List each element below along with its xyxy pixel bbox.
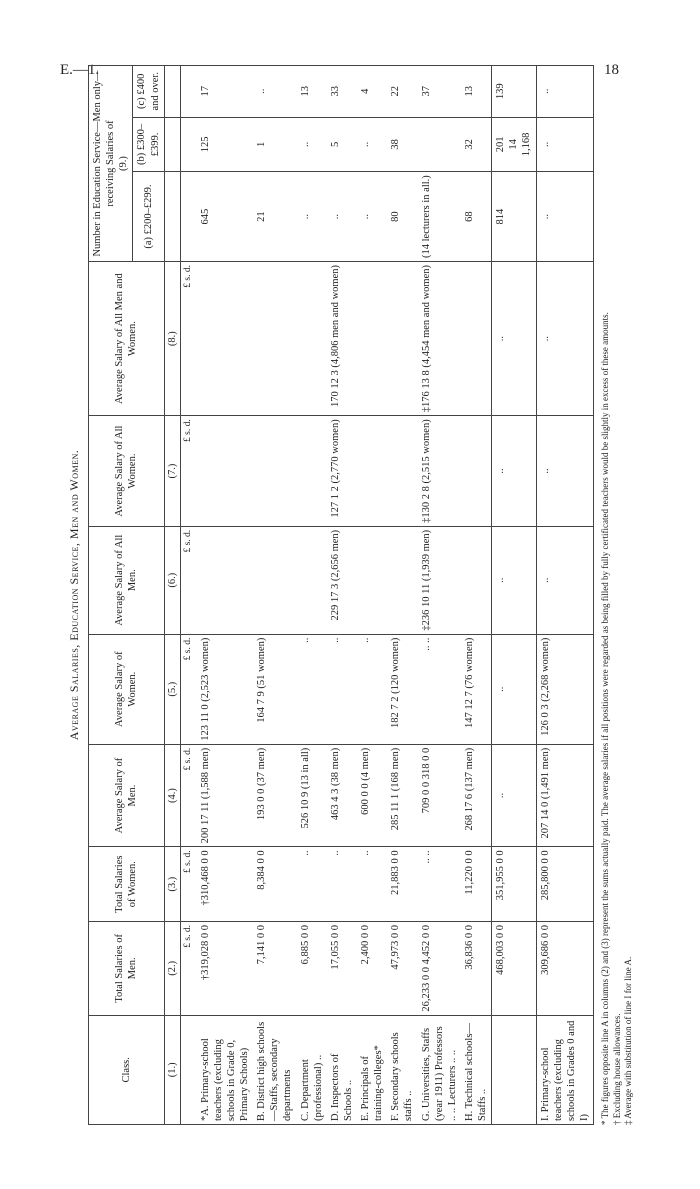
unit-label: £ s. d. bbox=[180, 262, 196, 416]
rotated-table-page bbox=[60, 65, 640, 1125]
row-class: C. Department (professional) .. bbox=[297, 1015, 327, 1124]
cell-avg-men: 709 0 0 318 0 0 bbox=[418, 744, 461, 847]
cell-avg-all bbox=[253, 262, 296, 416]
colno-7: (7.) bbox=[164, 416, 180, 527]
cell-avg-all-women bbox=[461, 416, 492, 527]
cell-num-a: .. bbox=[536, 172, 594, 262]
colno-1: (1.) bbox=[164, 1015, 180, 1124]
cell-avg-men: 600 0 0 (4 men) bbox=[357, 744, 387, 847]
cell-avg-men: 285 11 1 (168 men) bbox=[387, 744, 417, 847]
cell-num-b: 32 bbox=[461, 117, 492, 172]
subtotal-grand-total: 1,168 bbox=[521, 132, 533, 157]
table-row-i bbox=[536, 66, 594, 1125]
cell-avg-all: .. bbox=[536, 262, 594, 416]
unit-label: £ s. d. bbox=[180, 847, 196, 922]
page-header-left: E.—1. bbox=[60, 62, 100, 78]
cell-avg-men: 526 10 9 (13 in all) bbox=[297, 744, 327, 847]
cell-num-b: 125 bbox=[197, 117, 254, 172]
header-total-women: Total Salaries of Women. bbox=[89, 847, 165, 922]
cell-avg-all-women: .. bbox=[536, 416, 594, 527]
cell-avg-women: 126 0 3 (2,268 women) bbox=[536, 634, 594, 744]
subtotal-avg-all: .. bbox=[492, 262, 536, 416]
header-class: Class. bbox=[89, 1015, 165, 1124]
cell-total-men: 36,836 0 0 bbox=[461, 922, 492, 1016]
cell-avg-women: .. .. bbox=[418, 634, 461, 744]
colno-6: (6.) bbox=[164, 526, 180, 634]
cell-avg-all bbox=[197, 262, 254, 416]
table-row bbox=[197, 66, 254, 1125]
cell-avg-all-men bbox=[461, 526, 492, 634]
cell-avg-all: ‡176 13 8 (4,454 men and women) bbox=[418, 262, 461, 416]
cell-avg-all bbox=[357, 262, 387, 416]
cell-total-men: 47,973 0 0 bbox=[387, 922, 417, 1016]
row-class: I. Primary-school teachers (excluding schools in Grades 0 and I) bbox=[536, 1015, 594, 1124]
cell-avg-all-men: 229 17 3 (2,656 men) bbox=[327, 526, 357, 634]
colno-2: (2.) bbox=[164, 922, 180, 1016]
cell-num-a: .. bbox=[297, 172, 327, 262]
header-avg-women: Average Salary of Women. bbox=[89, 634, 165, 744]
cell-num-a: 80 bbox=[387, 172, 417, 262]
header-avg-men: Average Salary of Men. bbox=[89, 744, 165, 847]
table-title: Average Salaries, Education Service, Men and Women. bbox=[67, 449, 81, 741]
table-row bbox=[418, 66, 461, 1125]
footnotes bbox=[600, 65, 635, 1125]
colno-8: (8.) bbox=[164, 262, 180, 416]
cell-avg-all-men bbox=[357, 526, 387, 634]
cell-avg-all-women bbox=[197, 416, 254, 527]
cell-total-men: 2,400 0 0 bbox=[357, 922, 387, 1016]
subtotal-avg-women: .. bbox=[492, 634, 536, 744]
table-row bbox=[357, 66, 387, 1125]
header-avg-all-women: Average Salary of All Women. bbox=[89, 416, 165, 527]
cell-avg-women: .. bbox=[297, 634, 327, 744]
cell-avg-women: 147 12 7 (76 women) bbox=[461, 634, 492, 744]
cell-num-a: .. bbox=[357, 172, 387, 262]
row-class: B. District high schools—Staffs, secondary departments bbox=[253, 1015, 296, 1124]
cell-avg-women: 164 7 9 (51 women) bbox=[253, 634, 296, 744]
cell-avg-all bbox=[387, 262, 417, 416]
cell-total-men: †319,028 0 0 bbox=[197, 922, 254, 1016]
cell-num-c: 37 bbox=[418, 66, 461, 118]
subtotal-num-b-value: 201 bbox=[495, 136, 507, 153]
cell-total-women: .. bbox=[297, 847, 327, 922]
table-row bbox=[297, 66, 327, 1125]
header-avg-all: Average Salary of All Men and Women. bbox=[89, 262, 165, 416]
subtotal-num-c: 139 bbox=[492, 66, 536, 118]
cell-avg-women: .. bbox=[357, 634, 387, 744]
cell-num-a: 68 bbox=[461, 172, 492, 262]
subtotal-avg-all-men: .. bbox=[492, 526, 536, 634]
cell-avg-all-women: ‡130 2 8 (2,515 women) bbox=[418, 416, 461, 527]
cell-avg-all-men bbox=[297, 526, 327, 634]
unit-label: £ s. d. bbox=[180, 526, 196, 634]
cell-num-a: .. bbox=[327, 172, 357, 262]
cell-num-a: 645 bbox=[197, 172, 254, 262]
cell-total-women: .. bbox=[327, 847, 357, 922]
cell-total-women: 8,384 0 0 bbox=[253, 847, 296, 922]
subtotal-num-b bbox=[492, 117, 536, 172]
cell-avg-all-men bbox=[253, 526, 296, 634]
colno-3: (3.) bbox=[164, 847, 180, 922]
cell-num-b: 38 bbox=[387, 117, 417, 172]
cell-num-c: .. bbox=[536, 66, 594, 118]
cell-total-women: †310,468 0 0 bbox=[197, 847, 254, 922]
cell-avg-all-women bbox=[357, 416, 387, 527]
cell-num-b: .. bbox=[536, 117, 594, 172]
cell-num-c: 17 bbox=[197, 66, 254, 118]
cell-avg-men: 207 14 0 (1,491 men) bbox=[536, 744, 594, 847]
subtotal-num-b-extra: 14 bbox=[508, 139, 520, 150]
cell-total-women: .. .. bbox=[418, 847, 461, 922]
cell-num-c: 4 bbox=[357, 66, 387, 118]
cell-avg-men: 193 0 0 (37 men) bbox=[253, 744, 296, 847]
page-number: 18 bbox=[604, 62, 619, 78]
cell-num-b: .. bbox=[297, 117, 327, 172]
footnote: ‡ Average with substitution of line I for line A. bbox=[623, 956, 634, 1125]
cell-total-women: 21,883 0 0 bbox=[387, 847, 417, 922]
header-number-group-text: Number in Education Service—Men only—receiving Salaries of bbox=[92, 70, 117, 257]
cell-avg-women: 182 7 2 (120 women) bbox=[387, 634, 417, 744]
cell-avg-women: 123 11 0 (2,523 women) bbox=[197, 634, 254, 744]
cell-avg-all bbox=[461, 262, 492, 416]
table-row bbox=[253, 66, 296, 1125]
cell-num-b: 1 bbox=[253, 117, 296, 172]
cell-avg-all-men bbox=[387, 526, 417, 634]
cell-num-a: 21 bbox=[253, 172, 296, 262]
header-num-c: (c) £400 and over. bbox=[133, 66, 164, 118]
cell-avg-all-men: ‡236 10 11 (1,939 men) bbox=[418, 526, 461, 634]
cell-num-b bbox=[418, 117, 461, 172]
subtotal-total-men: 468,003 0 0 bbox=[492, 922, 536, 1016]
header-total-men: Total Salaries of Men. bbox=[89, 922, 165, 1016]
unit-label: £ s. d. bbox=[180, 922, 196, 1016]
cell-num-b: .. bbox=[357, 117, 387, 172]
cell-num-c: 13 bbox=[461, 66, 492, 118]
table-row bbox=[387, 66, 417, 1125]
header-num-a: (a) £200–£299. bbox=[133, 172, 164, 262]
subtotal-num-a: 814 bbox=[492, 172, 536, 262]
row-class: G. Universities, Staffs (year 1911) Professors .. .. Lecturers .. .. bbox=[418, 1015, 461, 1124]
cell-avg-men: 268 17 6 (137 men) bbox=[461, 744, 492, 847]
header-num-b: (b) £300–£399. bbox=[133, 117, 164, 172]
cell-num-c: 33 bbox=[327, 66, 357, 118]
cell-total-women: .. bbox=[357, 847, 387, 922]
colno-5: (5.) bbox=[164, 634, 180, 744]
cell-total-men: 6,885 0 0 bbox=[297, 922, 327, 1016]
cell-avg-all bbox=[297, 262, 327, 416]
table-row bbox=[327, 66, 357, 1125]
unit-label: £ s. d. bbox=[180, 744, 196, 847]
row-class: *A. Primary-school teachers (excluding schools in Grade 0, Primary Schools) bbox=[197, 1015, 254, 1124]
cell-avg-men: 200 17 11 (1,588 men) bbox=[197, 744, 254, 847]
subtotal-row bbox=[492, 66, 536, 1125]
cell-num-a: (14 lecturers in all.) bbox=[418, 172, 461, 262]
subtotal-avg-men: .. bbox=[492, 744, 536, 847]
cell-num-c: .. bbox=[253, 66, 296, 118]
row-class: D. Inspectors of Schools .. bbox=[327, 1015, 357, 1124]
salary-table bbox=[88, 65, 594, 1125]
table-row bbox=[461, 66, 492, 1125]
cell-avg-men: 463 4 3 (38 men) bbox=[327, 744, 357, 847]
subtotal-avg-all-women: .. bbox=[492, 416, 536, 527]
cell-total-men: 7,141 0 0 bbox=[253, 922, 296, 1016]
header-avg-all-men: Average Salary of All Men. bbox=[89, 526, 165, 634]
row-class: F. Secondary schools staffs .. bbox=[387, 1015, 417, 1124]
unit-label: £ s. d. bbox=[180, 416, 196, 527]
cell-num-c: 13 bbox=[297, 66, 327, 118]
footnote: † Excluding house allowances. bbox=[611, 1013, 622, 1125]
cell-num-b: 5 bbox=[327, 117, 357, 172]
cell-avg-all-women: 127 1 2 (2,770 women) bbox=[327, 416, 357, 527]
cell-total-men: 17,055 0 0 bbox=[327, 922, 357, 1016]
unit-label: £ s. d. bbox=[180, 634, 196, 744]
cell-avg-all-women bbox=[253, 416, 296, 527]
cell-avg-all: 170 12 3 (4,806 men and women) bbox=[327, 262, 357, 416]
row-class: E. Principals of training-colleges* bbox=[357, 1015, 387, 1124]
subtotal-total-women: 351,955 0 0 bbox=[492, 847, 536, 922]
cell-avg-all-women bbox=[297, 416, 327, 527]
header-number-group bbox=[89, 66, 133, 262]
colno-4: (4.) bbox=[164, 744, 180, 847]
cell-total-men: 26,233 0 0 4,452 0 0 bbox=[418, 922, 461, 1016]
cell-total-men: 309,686 0 0 bbox=[536, 922, 594, 1016]
header-number-group-no: (9.) bbox=[118, 156, 130, 171]
cell-avg-all-men bbox=[197, 526, 254, 634]
cell-avg-all-women bbox=[387, 416, 417, 527]
cell-total-women: 285,800 0 0 bbox=[536, 847, 594, 922]
cell-avg-all-men: .. bbox=[536, 526, 594, 634]
cell-total-women: 11,220 0 0 bbox=[461, 847, 492, 922]
cell-avg-women: .. bbox=[327, 634, 357, 744]
cell-num-c: 22 bbox=[387, 66, 417, 118]
row-class: H. Technical schools—Staffs .. bbox=[461, 1015, 492, 1124]
footnote: * The figures opposite line A in columns (2) and (3) represent the sums actually paid. The average salaries if all positions were regarded as being filled by fully certificated teachers would be slightly in excess of these amounts. bbox=[600, 312, 610, 1125]
